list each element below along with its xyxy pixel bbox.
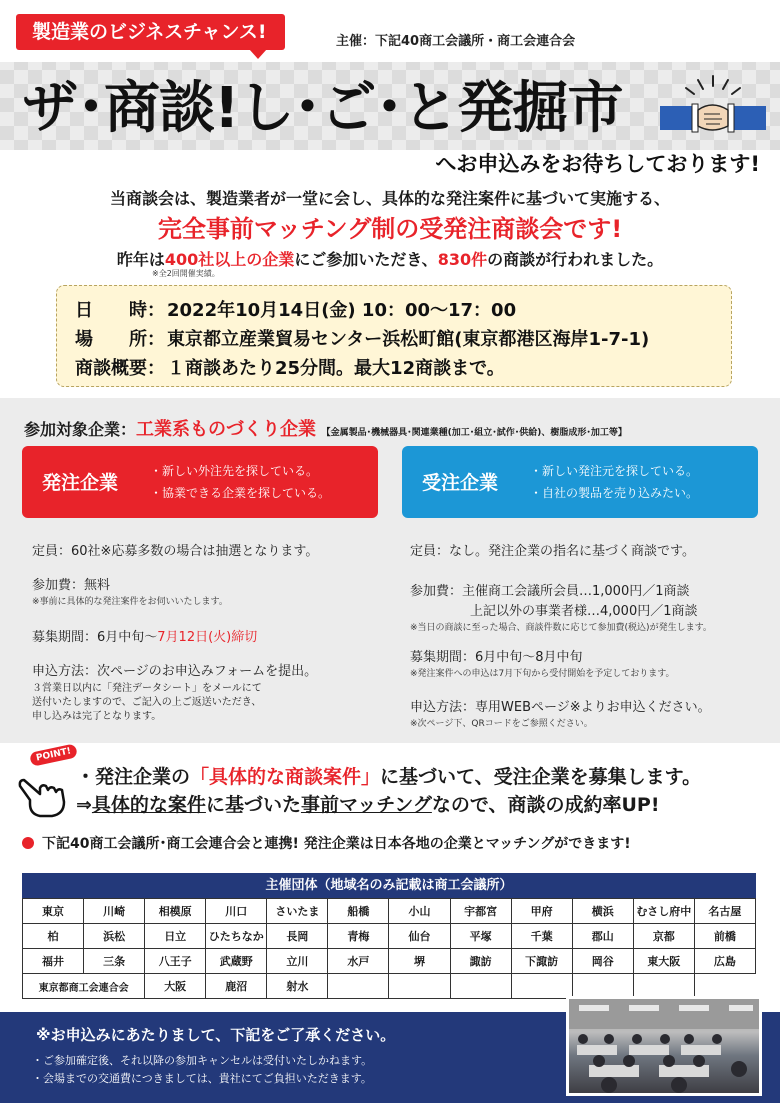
table-cell: 岡谷 (572, 949, 633, 974)
point-underline: 事前マッチング (300, 794, 432, 816)
order-method: 申込方法：次ページのお申込みフォームを提出。 (32, 664, 318, 679)
page-title: ザ･商談!し･ご･と発掘市 (22, 76, 623, 141)
table-cell: ひたちなか (206, 924, 267, 949)
intro-text: の商談が行われました。 (487, 250, 664, 269)
receive-card-items (530, 460, 698, 504)
table-cell: 広島 (694, 949, 755, 974)
intro-text: 昨年は (116, 250, 165, 269)
organizer-table (22, 898, 756, 999)
handshake-icon (660, 70, 766, 140)
order-company-card (22, 446, 378, 518)
receive-period-note: ※発注案件への申込は7月下旬から受付開始を予定しております。 (410, 669, 675, 679)
organizer-table-header: 主催団体（地域名のみ記載は商工会議所） (22, 873, 756, 898)
table-cell: 横浜 (572, 899, 633, 924)
target-value: 工業系ものづくり企業 (136, 419, 317, 440)
point-text: に基づいて、受注企業を募集します。 (380, 766, 702, 788)
event-date-label: 日 時： (75, 300, 165, 321)
footer-item: ・ご参加確定後、それ以降の参加キャンセルは受付いたしかねます。 (32, 1054, 373, 1067)
table-cell: 前橋 (694, 924, 755, 949)
table-cell: むさし府中 (633, 899, 694, 924)
event-summary-value: １商談あたり25分間。最大12商談まで。 (167, 358, 505, 379)
receive-method: 申込方法：専用WEBページ※よりお申込ください。 (410, 700, 711, 715)
event-date (75, 296, 516, 322)
table-cell: 川崎 (84, 899, 145, 924)
order-period (32, 626, 257, 645)
receive-method-note: ※次ページ下、QRコードをご参照ください。 (410, 719, 593, 729)
order-method-note-line: 申し込みは完了となります。 (32, 711, 162, 722)
table-cell: 宇都宮 (450, 899, 511, 924)
table-cell: 射水 (267, 974, 328, 999)
order-card-items (150, 460, 330, 504)
footer-item: ・会場までの交通費につきましては、貴社にてご負担いただきます。 (32, 1072, 372, 1085)
table-cell: 千葉 (511, 924, 572, 949)
footer-items (32, 1052, 372, 1088)
table-cell: 川口 (206, 899, 267, 924)
target-label: 参加対象企業： (24, 420, 137, 439)
table-cell: 諏訪 (450, 949, 511, 974)
table-cell: 名古屋 (694, 899, 755, 924)
table-cell: 東京 (23, 899, 84, 924)
intro-highlight: 830件 (437, 250, 488, 269)
table-cell (389, 974, 450, 999)
table-cell (633, 974, 694, 999)
point-line-1 (76, 762, 701, 789)
table-cell: 福井 (23, 949, 84, 974)
table-row (23, 899, 756, 924)
event-summary-label: 商談概要： (75, 358, 165, 379)
pointing-hand-icon (18, 770, 68, 818)
receive-capacity: 定員：なし。発注企業の指名に基づく商談です。 (410, 544, 695, 559)
event-place-value: 東京都立産業貿易センター浜松町館(東京都港区海岸1-7-1) (167, 329, 650, 350)
order-card-item: ・協業できる企業を探している。 (150, 486, 331, 500)
table-row (23, 949, 756, 974)
intro-highlight: 400社以上の企業 (164, 250, 295, 269)
intro-text: にご参加いただき、 (294, 250, 438, 269)
event-place (75, 325, 649, 351)
table-cell: 日立 (145, 924, 206, 949)
partnership-note (22, 833, 631, 853)
table-cell: 大阪 (145, 974, 206, 999)
table-row (23, 974, 756, 999)
table-cell (511, 974, 572, 999)
receive-card-item: ・新しい発注元を探している。 (530, 464, 699, 478)
table-cell: 長岡 (267, 924, 328, 949)
table-cell (450, 974, 511, 999)
table-cell: 小山 (389, 899, 450, 924)
target-detail: 【金属製品･機械器具･関連業種(加工･組立･試作･供給)、樹脂成形･加工等】 (321, 428, 627, 438)
point-text: に基づいた (205, 794, 301, 816)
partnership-text: 下記40商工会議所･商工会連合会と連携! 発注企業は日本各地の企業とマッチングができます! (42, 836, 631, 852)
arrow-icon: ⇒ (76, 794, 92, 816)
point-text: なので、商談の成約率UP! (431, 794, 660, 816)
footer-title: ※お申込みにあたりまして、下記をご了承ください。 (36, 1026, 396, 1044)
table-cell: 下諏訪 (511, 949, 572, 974)
receive-period: 募集期間：6月中旬～8月中旬 (410, 650, 583, 665)
intro-line-3 (0, 247, 780, 270)
table-cell: 堺 (389, 949, 450, 974)
receive-fee-note: ※当日の商談に至った場合、商談件数に応じて参加費(税込)が発生します。 (410, 623, 712, 633)
point-line-2 (76, 790, 660, 817)
page-subtitle: へお申込みをお待ちしております! (435, 152, 760, 176)
event-info-box (56, 285, 732, 387)
event-photo (566, 996, 762, 1096)
table-cell: 京都 (633, 924, 694, 949)
point-highlight: 「具体的な商談案件」 (190, 766, 381, 788)
order-fee: 参加費：無料 (32, 578, 111, 593)
table-cell: 東大阪 (633, 949, 694, 974)
order-card-title: 発注企業 (42, 472, 119, 494)
table-cell: 郡山 (572, 924, 633, 949)
target-heading (24, 415, 627, 441)
order-method-note (32, 682, 262, 724)
receive-company-card (402, 446, 758, 518)
point-text: ・発注企業の (76, 766, 191, 788)
table-cell: 平塚 (450, 924, 511, 949)
receive-fee-member: 参加費：主催商工会議所会員…1,000円／1商談 (410, 584, 690, 599)
bullet-dot-icon (22, 837, 34, 849)
event-place-label: 場 所： (75, 329, 165, 350)
table-cell: 相模原 (145, 899, 206, 924)
order-period-text: 募集期間：6月中旬～ (32, 630, 158, 645)
order-capacity: 定員：60社※応募多数の場合は抽選となります。 (32, 544, 319, 559)
order-method-note-line: 送付いたしますので、ご記入の上ご返送いただき、 (32, 697, 262, 708)
event-summary (75, 354, 505, 380)
tagline-badge: 製造業のビジネスチャンス! (16, 14, 285, 50)
order-card-item: ・新しい外注先を探している。 (150, 464, 319, 478)
table-cell: 東京都商工会連合会 (23, 974, 145, 999)
table-cell: 甲府 (511, 899, 572, 924)
table-cell: 仙台 (389, 924, 450, 949)
point-badge: POINT! (29, 743, 78, 767)
table-cell: 武蔵野 (206, 949, 267, 974)
order-fee-note: ※事前に具体的な発注案件をお伺いいたします。 (32, 597, 228, 607)
table-cell: 柏 (23, 924, 84, 949)
point-underline: 具体的な案件 (91, 794, 206, 816)
intro-line-1: 当商談会は、製造業者が一堂に会し、具体的な発注案件に基づいて実施する、 (109, 189, 670, 208)
table-cell: 浜松 (84, 924, 145, 949)
table-cell: 船橋 (328, 899, 389, 924)
table-cell: 立川 (267, 949, 328, 974)
table-row (23, 924, 756, 949)
intro-note: ※全2回開催実績。 (152, 269, 220, 278)
receive-card-item: ・自社の製品を売り込みたい。 (530, 486, 699, 500)
organizer-text: 主催：下記40商工会議所・商工会連合会 (336, 34, 576, 49)
intro-headline: 完全事前マッチング制の受発注商談会です! (157, 215, 623, 243)
receive-fee-nonmember: 上記以外の事業者様…4,000円／1商談 (470, 604, 698, 619)
table-cell: 三条 (84, 949, 145, 974)
table-cell (328, 974, 389, 999)
event-photo-illustration (569, 999, 759, 1093)
table-cell: 鹿沼 (206, 974, 267, 999)
event-date-value: 2022年10月14日(金) 10：00～17：00 (167, 300, 517, 321)
receive-card-title: 受注企業 (422, 472, 499, 494)
table-cell: 八王子 (145, 949, 206, 974)
table-cell: 青梅 (328, 924, 389, 949)
table-cell: 水戸 (328, 949, 389, 974)
order-method-note-line: ３営業日以内に「発注データシート」をメールにて (32, 683, 262, 694)
order-period-deadline: 7月12日(火)締切 (157, 630, 258, 645)
table-cell: さいたま (267, 899, 328, 924)
table-cell (572, 974, 633, 999)
